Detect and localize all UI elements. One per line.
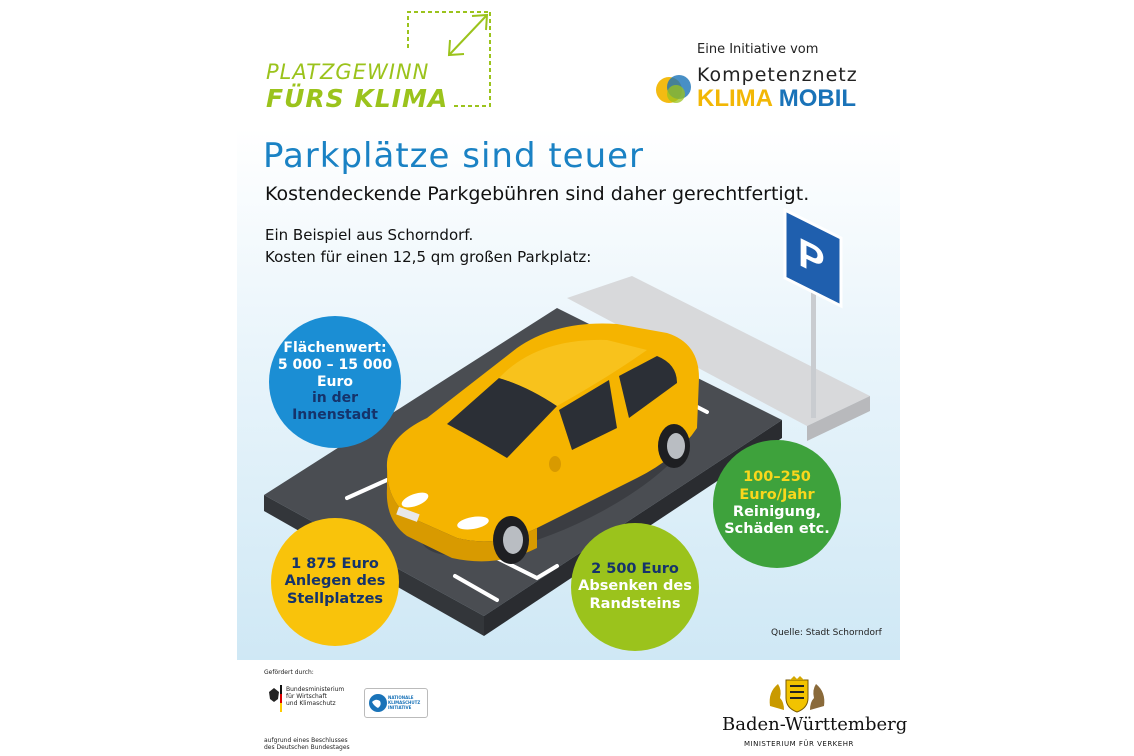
nki-name-line2: KLIMASCHUTZ <box>388 700 421 705</box>
maintenance-cost-desc-1: Reinigung, <box>732 504 822 520</box>
curb-cost-amount: 2 500 Euro <box>591 560 679 577</box>
maintenance-cost-amount: 100–250 <box>743 469 811 486</box>
initiative-label: Eine Initiative vom <box>697 42 819 57</box>
land-value-bubble <box>269 316 401 448</box>
state-ministry: MINISTERIUM FÜR VERKEHR <box>744 740 854 748</box>
resolution-line2: des Deutschen Bundestages <box>264 744 350 751</box>
funded-by-label: Gefördert durch: <box>264 669 314 676</box>
maintenance-cost-unit: Euro/Jahr <box>739 486 815 503</box>
partner-brand <box>697 85 856 113</box>
land-value-label: Flächenwert: <box>283 340 387 356</box>
parking-sign-letter: P <box>798 229 825 287</box>
curb-cost-desc-2: Randsteins <box>589 595 681 612</box>
curb-cost-bubble <box>571 523 699 651</box>
ministry-logo <box>264 685 354 715</box>
partner-brand-mobil: MOBIL <box>778 85 857 112</box>
construction-cost-desc-1: Anlegen des <box>284 573 386 590</box>
ministry-name-line1: Bundesministerium <box>286 686 345 693</box>
state-name: Baden-Württemberg <box>722 714 908 735</box>
partner-logo <box>650 38 890 118</box>
land-value-location: in der Innenstadt <box>292 390 378 424</box>
nki-name <box>388 695 420 710</box>
campaign-name-line2: FÜRS KLIMA <box>266 84 449 113</box>
ministry-name-line2: für Wirtschaft <box>286 693 327 700</box>
curb-cost-desc-1: Absenken des <box>578 578 692 595</box>
partner-circles-icon <box>654 70 694 110</box>
partner-name: Kompetenznetz <box>697 64 858 86</box>
maintenance-cost-desc-2: Schäden etc. <box>724 521 830 538</box>
state-crest-icon <box>764 676 830 714</box>
construction-cost-bubble <box>271 518 399 646</box>
land-value-unit: Euro <box>316 373 354 390</box>
bundestag-resolution <box>264 737 350 751</box>
campaign-logo <box>258 8 498 118</box>
nki-name-line3: INITIATIVE <box>388 705 412 710</box>
page-title: Parkplätze sind teuer <box>263 136 645 176</box>
construction-cost-amount: 1 875 Euro <box>291 555 379 572</box>
ministry-name <box>286 686 344 707</box>
nki-logo <box>364 688 428 718</box>
partner-brand-klima: KLIMA <box>697 85 773 112</box>
page-subtitle: Kostendeckende Parkgebühren sind daher gerechtfertigt. <box>265 183 810 205</box>
intro-line-1: Ein Beispiel aus Schorndorf. <box>265 226 474 244</box>
maintenance-cost-bubble <box>713 440 841 568</box>
land-value-amount: 5 000 – 15 000 <box>277 356 393 373</box>
ministry-name-line3: und Klimaschutz <box>286 700 336 707</box>
infographic-panel <box>237 128 900 660</box>
source-note: Quelle: Stadt Schorndorf <box>771 628 882 638</box>
globe-icon <box>368 693 388 713</box>
intro-line-2: Kosten für einen 12,5 qm großen Parkplatz: <box>265 248 592 266</box>
resolution-line1: aufgrund eines Beschlusses <box>264 737 348 744</box>
construction-cost-desc-2: Stellplatzes <box>286 590 384 607</box>
campaign-name-line1: PLATZGEWINN <box>266 60 430 84</box>
federal-eagle-icon <box>264 685 284 715</box>
nki-name-line1: NATIONALE <box>388 695 414 700</box>
